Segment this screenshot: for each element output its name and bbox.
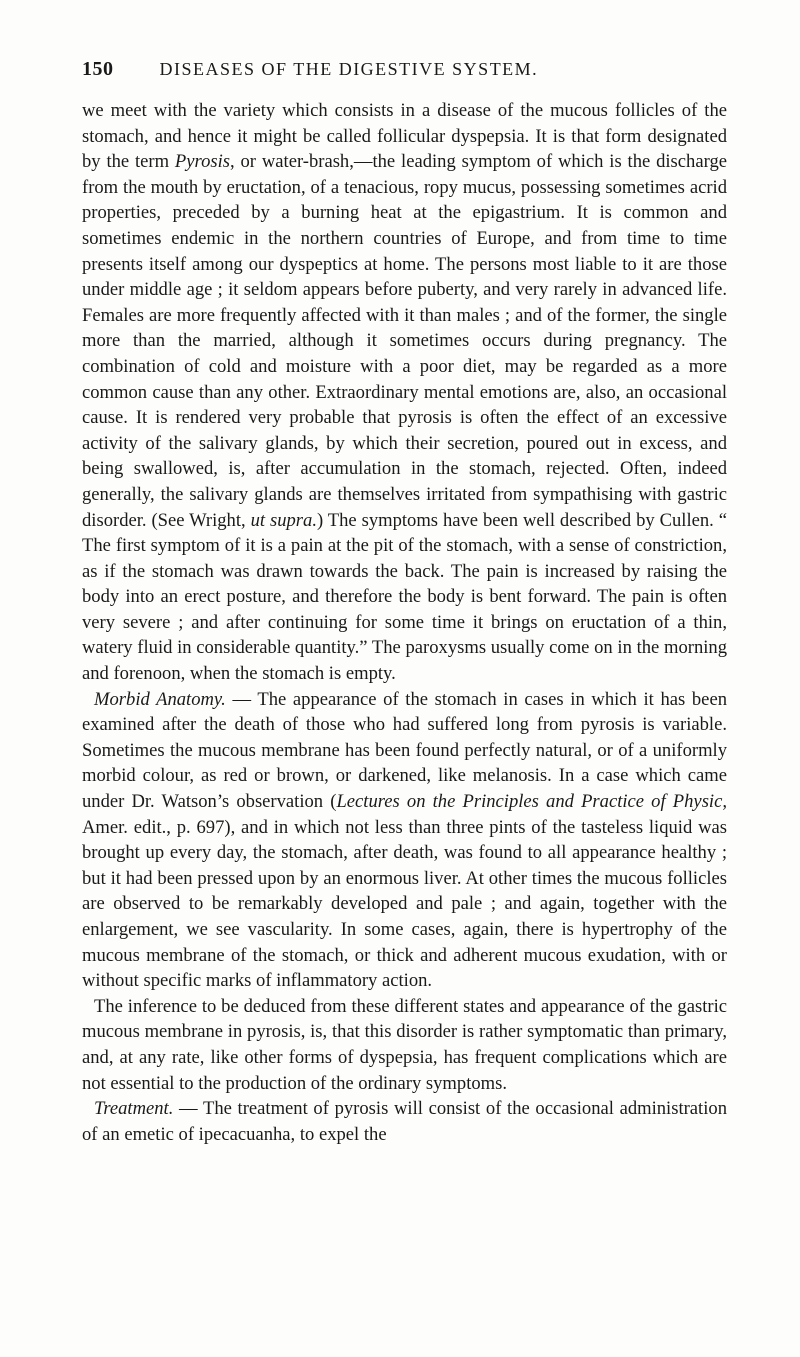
running-head: [82, 58, 722, 84]
paragraph-treatment: [82, 1096, 727, 1147]
text-run: Amer. edit., p. 697), and in which not less than three pints of the tasteless liquid was brought up every day, the stomach, after death, was found to all appearance healthy ; but it had been pressed upon by an enormous liver. At other times the mucous follicles are observed to be remarkably developed and pale ; and again, together with the enlargement, we see vascularity. In some cases, again, there is hypertrophy of the mucous membrane of the stomach, or thick and adherent mucous exudation, with or without specific marks of inflammatory action.: [82, 816, 727, 992]
text-run: — The treatment of pyrosis will consist of the occasional administration of an emetic of ipecacuanha, to expel the: [82, 1098, 727, 1145]
text-run: , or water-brash,—the leading symptom of which is the discharge from the mouth by eructation, of a tenacious, ropy mucus, possessing sometimes acrid properties, preceded by a burning heat at the epigastrium. It is common and sometimes endemic in the northern countries of Europe, and from time to time presents itself among our dyspeptics at home. The persons most liable to it are those under middle age ; it seldom appears before puberty, and very rarely in advanced life. Females are more frequently affected with it than males ; and of the former, the single more than the married, although it sometimes occurs during pregnancy. The combination of cold and moisture with a poor diet, may be regarded as a more common cause than any other. Extraordinary mental emotions are, also, an occasional cause. It is rendered very probable that pyrosis is often the effect of an excessive activity of the salivary glands, by which their secretion, poured out in excess, and being swallowed, is, after accumulation in the stomach, rejected. Often, indeed generally, the salivary glands are themselves irritated from sympathising with gastric disorder. (See Wright,: [82, 151, 728, 531]
running-title: DISEASES OF THE DIGESTIVE SYSTEM.: [159, 59, 539, 79]
body-text: [82, 98, 727, 1147]
text-run: The inference to be deduced from these different states and appearance of the gastric mucous membrane in pyrosis, is, that this disorder is rather symptomatic than primary, and, at any rate, like other forms of dyspepsia, has frequent complications which are not essential to the production of the ordinary symptoms.: [82, 995, 727, 1094]
page-number: 150: [82, 58, 114, 80]
paragraph-pyrosis-description: [82, 98, 727, 687]
paragraph-morbid-anatomy: [82, 687, 727, 994]
italic-reference: ut supra.: [250, 509, 317, 531]
italic-book-title: Lectures on the Principles and Practice of Physic,: [336, 791, 727, 813]
italic-term: Pyrosis: [174, 151, 231, 173]
paragraph-inference: [82, 994, 727, 1096]
text-run: ) The symptoms have been well described by Cullen. “ The first symptom of it is a pain at the pit of the stomach, with a sense of constriction, as if the stomach was drawn towards the back. The pain is increased by raising the body into an erect posture, and therefore the body is bent forward. The pain is often very severe ; and after continuing for some time it brings on eructation of a thin, watery fluid in considerable quantity.” The paroxysms usually come on in the morning and forenoon, when the stomach is empty.: [82, 509, 727, 685]
text-run: we meet with the variety which consists in a disease of the mucous follicles of the stomach, and hence it might be called follicular dyspepsia. It is that form designated by the term: [82, 100, 727, 173]
section-heading-morbid-anatomy: Morbid Anatomy.: [94, 688, 226, 710]
text-run: — The appearance of the stomach in cases in which it has been examined after the death of those who had suffered long from pyrosis is variable. Sometimes the mucous membrane has been found perfectly natural, or of a uniformly morbid colour, as red or brown, or darkened, like melanosis. In a case which came under Dr. Watson’s observation (: [82, 688, 727, 813]
section-heading-treatment: Treatment.: [94, 1098, 174, 1120]
